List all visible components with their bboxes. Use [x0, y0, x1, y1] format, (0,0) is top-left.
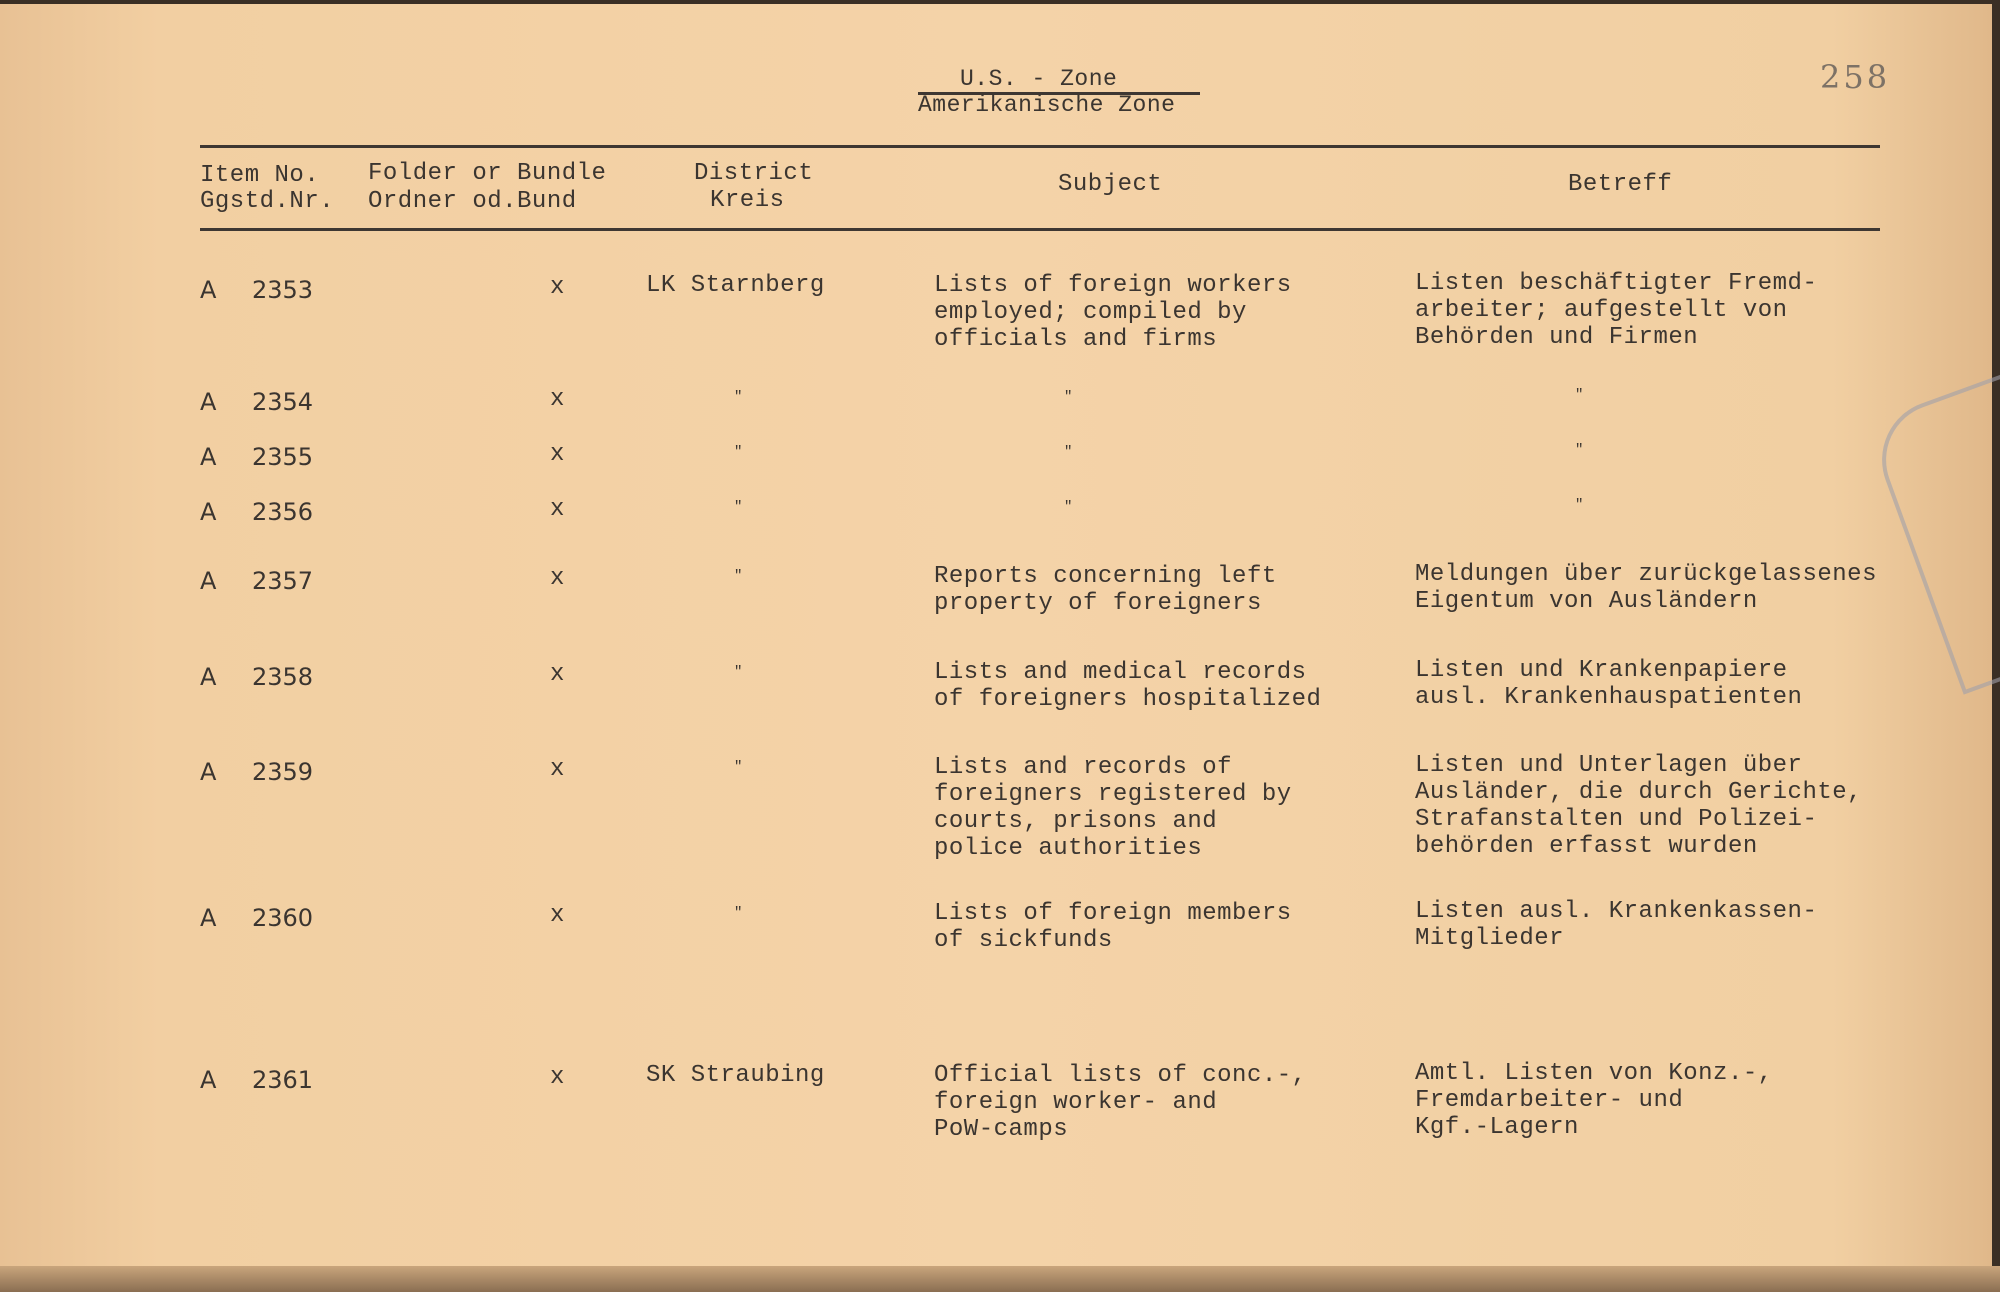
item-prefix: A — [200, 443, 217, 471]
item-prefix: A — [200, 904, 217, 932]
bundle-mark: x — [550, 1064, 565, 1091]
zone-title-en: U.S. - Zone — [960, 66, 1118, 92]
district: " — [734, 389, 743, 405]
column-header-item-de: Ggstd.Nr. — [200, 188, 335, 215]
bundle-mark: x — [550, 661, 565, 688]
column-header-district-de: Kreis — [710, 187, 785, 214]
betreff: Listen und Krankenpapiere ausl. Krankenhauspatienten — [1415, 657, 1803, 711]
item-number: 2356 — [252, 498, 314, 526]
betreff: Listen und Unterlagen über Ausländer, die durch Gerichte, Strafanstalten und Polizei- behörden erfasst wurden — [1415, 752, 1863, 860]
subject: Official lists of conc.-, foreign worker- and PoW-camps — [934, 1062, 1307, 1143]
item-number: 2361 — [252, 1066, 314, 1094]
subject: " — [1064, 499, 1073, 515]
subject: Lists of foreign workers employed; compiled by officials and firms — [934, 272, 1292, 353]
betreff: " — [1575, 497, 1584, 513]
betreff: " — [1575, 387, 1584, 403]
district: " — [734, 759, 743, 775]
betreff: Amtl. Listen von Konz.-, Fremdarbeiter- und Kgf.-Lagern — [1415, 1060, 1773, 1141]
bundle-mark: x — [550, 496, 565, 523]
item-number: 2357 — [252, 567, 314, 595]
column-header-folder-de: Ordner od.Bund — [368, 188, 577, 215]
subject: " — [1064, 444, 1073, 460]
item-prefix: A — [200, 388, 217, 416]
subject: Reports concerning left property of foreigners — [934, 563, 1277, 617]
subject: Lists and medical records of foreigners hospitalized — [934, 659, 1322, 713]
item-prefix: A — [200, 1066, 217, 1094]
betreff: Listen ausl. Krankenkassen- Mitglieder — [1415, 898, 1818, 952]
column-header-item-en: Item No. — [200, 162, 320, 189]
column-header-betreff: Betreff — [1568, 171, 1673, 198]
column-header-subject: Subject — [1058, 171, 1163, 198]
column-header-folder-en: Folder or Bundle — [368, 160, 607, 187]
header-top-rule — [200, 145, 1880, 148]
zone-title-de: Amerikanische Zone — [918, 92, 1176, 118]
item-prefix: A — [200, 276, 217, 304]
subject: Lists and records of foreigners registered by courts, prisons and police authorities — [934, 754, 1292, 862]
item-number: 2360 — [252, 904, 314, 932]
district: LK Starnberg — [646, 272, 825, 299]
betreff: Meldungen über zurückgelassenes Eigentum von Ausländern — [1415, 561, 1877, 615]
district: " — [734, 444, 743, 460]
item-prefix: A — [200, 663, 217, 691]
bundle-mark: x — [550, 756, 565, 783]
subject: " — [1064, 389, 1073, 405]
bundle-mark: x — [550, 386, 565, 413]
betreff: Listen beschäftigter Fremd- arbeiter; aufgestellt von Behörden und Firmen — [1415, 270, 1818, 351]
item-number: 2353 — [252, 276, 314, 304]
district: " — [734, 905, 743, 921]
bundle-mark: x — [550, 441, 565, 468]
district: " — [734, 664, 743, 680]
item-number: 2354 — [252, 388, 314, 416]
district: SK Straubing — [646, 1062, 825, 1089]
header-bottom-rule — [200, 228, 1880, 231]
item-prefix: A — [200, 498, 217, 526]
district: " — [734, 499, 743, 515]
page-number: 258 — [1820, 58, 1891, 96]
item-number: 2355 — [252, 443, 314, 471]
item-prefix: A — [200, 758, 217, 786]
item-number: 2359 — [252, 758, 314, 786]
bundle-mark: x — [550, 902, 565, 929]
page-stack-edge — [0, 1266, 2000, 1292]
item-number: 2358 — [252, 663, 314, 691]
betreff: " — [1575, 442, 1584, 458]
subject: Lists of foreign members of sickfunds — [934, 900, 1292, 954]
district: " — [734, 568, 743, 584]
bundle-mark: x — [550, 565, 565, 592]
column-header-district-en: District — [694, 160, 814, 187]
bundle-mark: x — [550, 274, 565, 301]
item-prefix: A — [200, 567, 217, 595]
